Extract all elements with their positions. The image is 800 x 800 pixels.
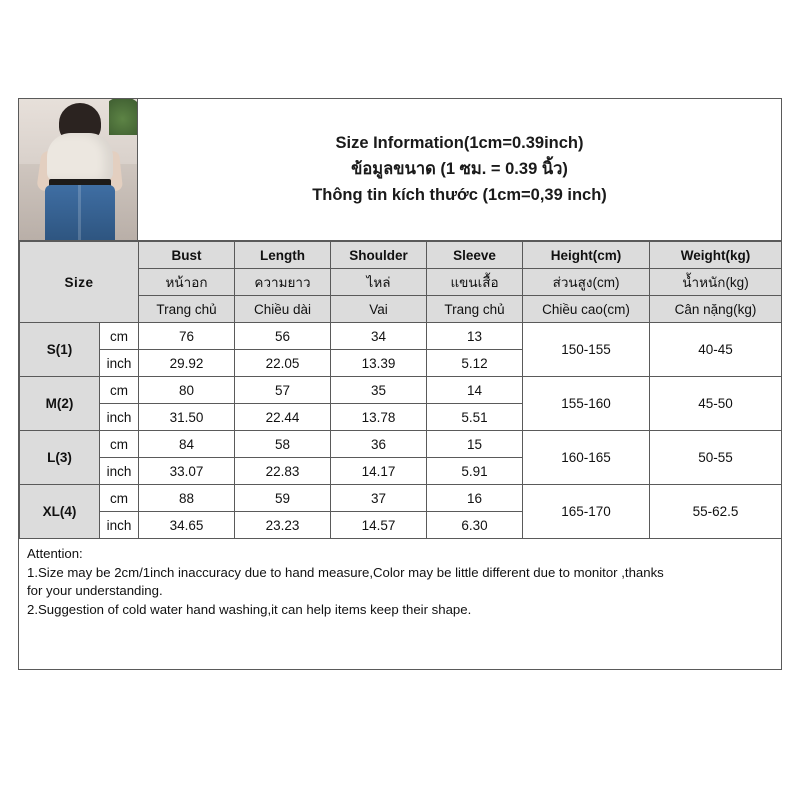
size-chart-sheet <box>18 98 782 670</box>
cell-weight: 40-45 <box>650 323 782 377</box>
cell-length-cm: 58 <box>235 431 331 458</box>
cell-shoulder-inch: 13.39 <box>331 350 427 377</box>
col-header-height-vi: Chiều cao(cm) <box>523 296 650 323</box>
attention-line-1-cont: for your understanding. <box>27 583 163 599</box>
cell-height: 150-155 <box>523 323 650 377</box>
title-block <box>138 99 781 240</box>
col-header-sleeve-en: Sleeve <box>427 242 523 269</box>
col-header-bust-vi: Trang chủ <box>139 296 235 323</box>
model-tshirt <box>47 133 113 181</box>
table-header-row-en <box>20 242 782 269</box>
title-line-vi: Thông tin kích thước (1cm=0,39 inch) <box>312 185 607 204</box>
row-unit-cm: cm <box>100 485 139 512</box>
size-table <box>19 241 782 539</box>
attention-line-2: 2.Suggestion of cold water hand washing,it can help items keep their shape. <box>27 601 472 617</box>
model-jeans <box>45 185 115 240</box>
table-row <box>20 323 782 350</box>
row-unit-inch: inch <box>100 458 139 485</box>
col-header-height-th: ส่วนสูง(cm) <box>523 269 650 296</box>
cell-shoulder-cm: 36 <box>331 431 427 458</box>
col-header-bust-en: Bust <box>139 242 235 269</box>
col-header-shoulder-en: Shoulder <box>331 242 427 269</box>
row-unit-cm: cm <box>100 323 139 350</box>
cell-sleeve-cm: 13 <box>427 323 523 350</box>
cell-length-inch: 22.44 <box>235 404 331 431</box>
cell-bust-cm: 76 <box>139 323 235 350</box>
col-header-bust-th: หน้าอก <box>139 269 235 296</box>
row-size-label: XL(4) <box>20 485 100 539</box>
cell-length-inch: 22.05 <box>235 350 331 377</box>
col-header-sleeve-th: แขนเสื้อ <box>427 269 523 296</box>
cell-weight: 45-50 <box>650 377 782 431</box>
cell-bust-cm: 80 <box>139 377 235 404</box>
cell-length-cm: 56 <box>235 323 331 350</box>
cell-shoulder-cm: 37 <box>331 485 427 512</box>
cell-bust-cm: 88 <box>139 485 235 512</box>
row-size-label: S(1) <box>20 323 100 377</box>
cell-sleeve-inch: 5.91 <box>427 458 523 485</box>
size-word-cell: Size <box>20 242 139 323</box>
row-size-label: L(3) <box>20 431 100 485</box>
cell-height: 155-160 <box>523 377 650 431</box>
cell-length-inch: 22.83 <box>235 458 331 485</box>
cell-shoulder-cm: 34 <box>331 323 427 350</box>
title-line-en: Size Information(1cm=0.39inch) <box>335 134 584 153</box>
cell-bust-inch: 33.07 <box>139 458 235 485</box>
table-row <box>20 485 782 512</box>
col-header-shoulder-th: ไหล่ <box>331 269 427 296</box>
col-header-weight-th: น้ำหนัก(kg) <box>650 269 782 296</box>
title-line-th: ข้อมูลขนาด (1 ซม. = 0.39 นิ้ว) <box>351 160 568 179</box>
attention-line-1: 1.Size may be 2cm/1inch inaccuracy due to hand measure,Color may be little different due to monitor ,thanks <box>27 564 664 580</box>
row-unit-cm: cm <box>100 377 139 404</box>
cell-shoulder-cm: 35 <box>331 377 427 404</box>
col-header-height-en: Height(cm) <box>523 242 650 269</box>
cell-bust-inch: 31.50 <box>139 404 235 431</box>
col-header-length-th: ความยาว <box>235 269 331 296</box>
cell-bust-cm: 84 <box>139 431 235 458</box>
cell-sleeve-inch: 5.12 <box>427 350 523 377</box>
cell-sleeve-inch: 5.51 <box>427 404 523 431</box>
col-header-length-vi: Chiều dài <box>235 296 331 323</box>
cell-bust-inch: 34.65 <box>139 512 235 539</box>
cell-weight: 55-62.5 <box>650 485 782 539</box>
cell-sleeve-inch: 6.30 <box>427 512 523 539</box>
cell-length-inch: 23.23 <box>235 512 331 539</box>
cell-sleeve-cm: 15 <box>427 431 523 458</box>
cell-bust-inch: 29.92 <box>139 350 235 377</box>
cell-shoulder-inch: 13.78 <box>331 404 427 431</box>
cell-weight: 50-55 <box>650 431 782 485</box>
table-row <box>20 431 782 458</box>
product-photo <box>19 99 138 240</box>
row-unit-inch: inch <box>100 512 139 539</box>
row-unit-inch: inch <box>100 350 139 377</box>
plant-icon <box>109 99 138 135</box>
cell-length-cm: 59 <box>235 485 331 512</box>
cell-shoulder-inch: 14.17 <box>331 458 427 485</box>
row-unit-cm: cm <box>100 431 139 458</box>
row-unit-inch: inch <box>100 404 139 431</box>
col-header-shoulder-vi: Vai <box>331 296 427 323</box>
table-row <box>20 377 782 404</box>
cell-sleeve-cm: 14 <box>427 377 523 404</box>
cell-shoulder-inch: 14.57 <box>331 512 427 539</box>
header-band <box>19 99 781 241</box>
cell-length-cm: 57 <box>235 377 331 404</box>
row-size-label: M(2) <box>20 377 100 431</box>
col-header-sleeve-vi: Trang chủ <box>427 296 523 323</box>
cell-height: 165-170 <box>523 485 650 539</box>
col-header-length-en: Length <box>235 242 331 269</box>
attention-block <box>19 539 781 623</box>
col-header-weight-vi: Cân nặng(kg) <box>650 296 782 323</box>
attention-heading: Attention: <box>27 546 83 561</box>
col-header-weight-en: Weight(kg) <box>650 242 782 269</box>
cell-sleeve-cm: 16 <box>427 485 523 512</box>
cell-height: 160-165 <box>523 431 650 485</box>
